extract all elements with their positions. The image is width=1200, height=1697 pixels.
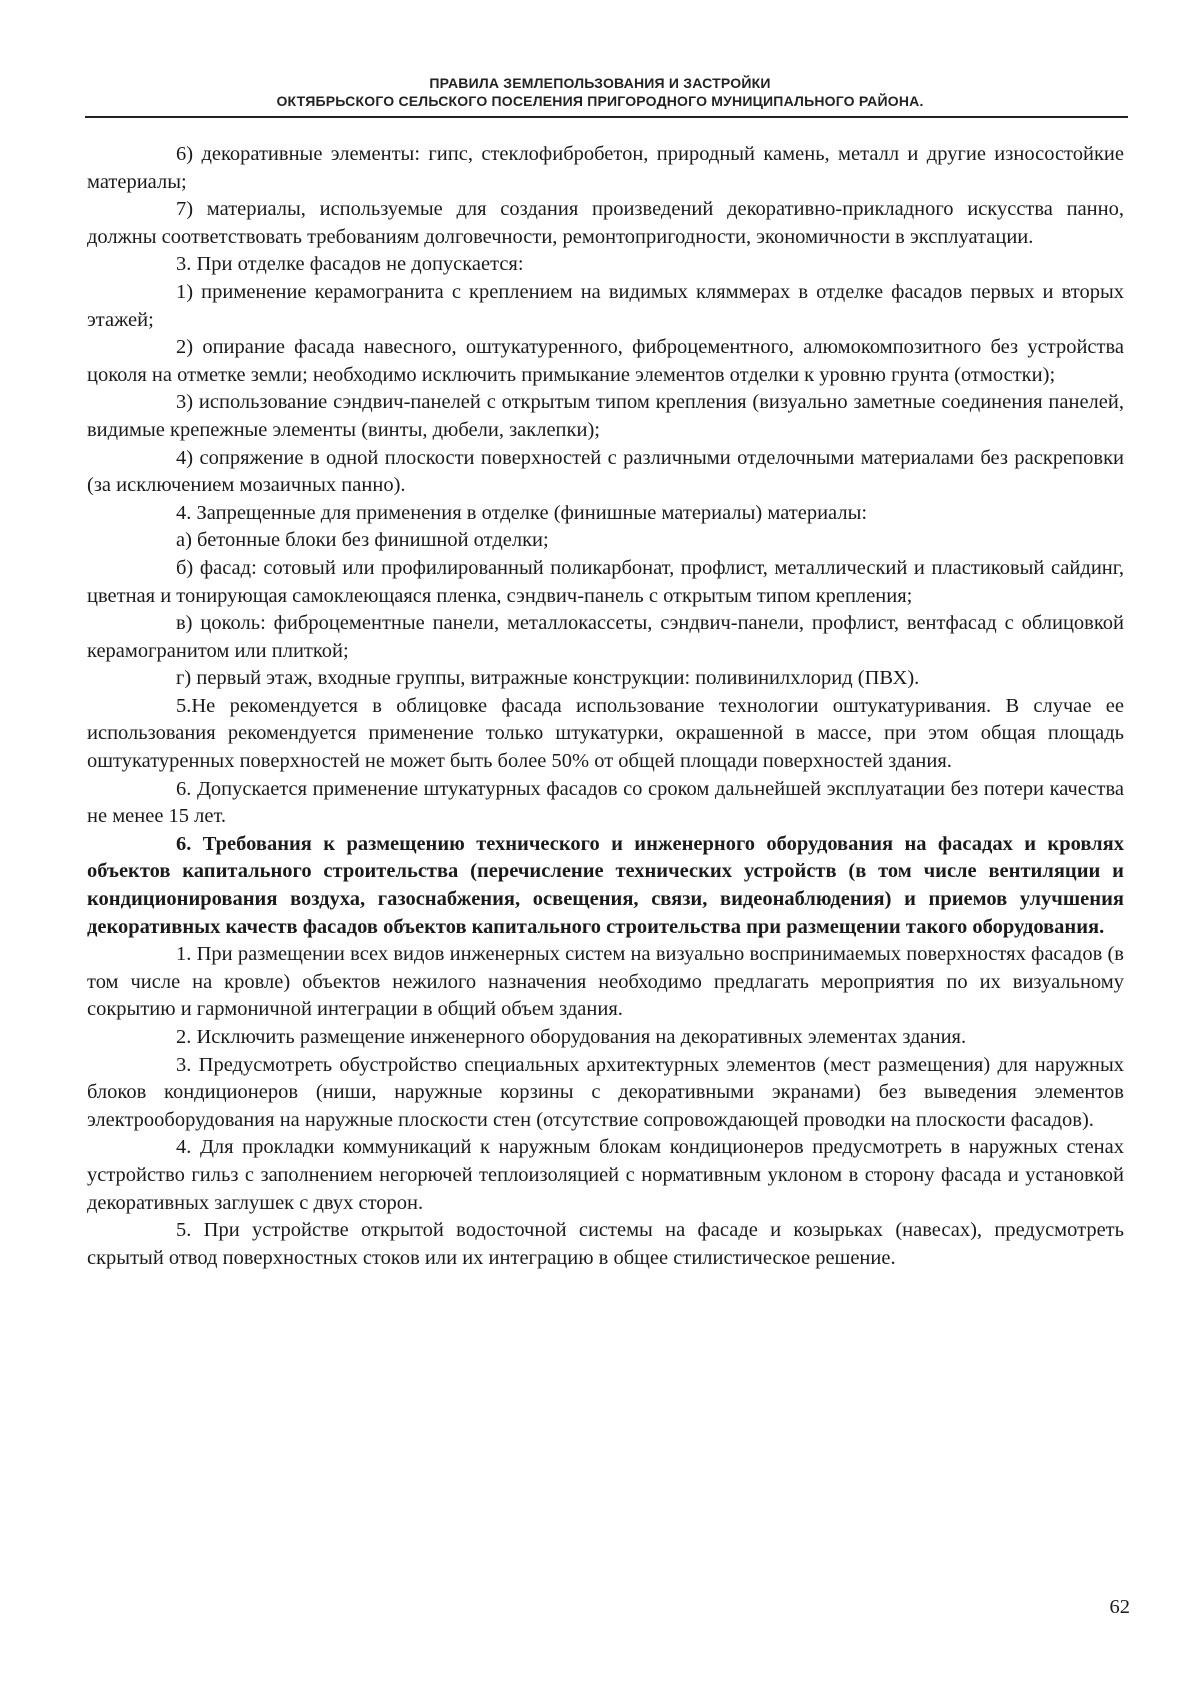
paragraph: а) бетонные блоки без финишной отделки; — [176, 529, 549, 552]
paragraph: 2. Исключить размещение инженерного оборудования на декоративных элементах здания. — [176, 1026, 967, 1048]
paragraph: 3) использование сэндвич-панелей с открытым типом крепления (визуально заметные соединения панелей, видимые крепежные элементы (винты, дюбели, заклепки); — [87, 391, 1124, 441]
header-divider — [85, 116, 1128, 118]
paragraph: 4. Запрещенные для применения в отделке (финишные материалы) материалы: — [176, 501, 868, 524]
paragraph: 6. Допускается применение штукатурных фасадов со сроком дальнейшей эксплуатации без потери качества не менее 15 лет. — [87, 777, 1124, 828]
paragraph: 3. Предусмотреть обустройство специальных архитектурных элементов (мест размещения) для наружных блоков кондиционеров (ниши, наружные корзины с декоративными экранами) без выведения элементов электрооборудования на наружные плоскости стен (отсутствие сопровождающей проводки на плоскости фасадов). — [87, 1053, 1124, 1131]
page-number: 62 — [1109, 1596, 1130, 1618]
paragraph: 1) применение керамогранита с креплением на видимых кляммерах в отделке фасадов первых и вторых этажей; — [87, 280, 1124, 331]
section-heading: 6. Требования к размещению технического и инженерного оборудования на фасадах и кровлях объектов капитального строительства (перечисление технических устройств (в том числе вентиляции и кондиционирования воздуха, газоснабжения, освещения, связи, видеонаблюдения) и приемов улучшения декоративных качеств фасадов объектов капитального строительства при размещении такого оборудования. — [87, 832, 1124, 938]
paragraph: 4) сопряжение в одной плоскости поверхностей с различными отделочными материалами без раскреповки (за исключением мозаичных панно). — [87, 446, 1124, 497]
header-line-2: ОКТЯБРЬСКОГО СЕЛЬСКОГО ПОСЕЛЕНИЯ ПРИГОРОДНОГО МУНИЦИПАЛЬНОГО РАЙОНА. — [276, 93, 924, 109]
paragraph: б) фасад: сотовый или профилированный поликарбонат, профлист, металлический и пластиковый сайдинг, цветная и тонирующая самоклеющаяся пленка, сэндвич-панель с открытым типом крепления; — [87, 556, 1124, 607]
paragraph: 6) декоративные элементы: гипс, стеклофибробетон, природный камень, металл и другие износостойкие материалы; — [87, 143, 1124, 193]
running-header — [85, 74, 1115, 110]
paragraph: 3. При отделке фасадов не допускается: — [176, 253, 524, 276]
paragraph: г) первый этаж, входные группы, витражные конструкции: поливинилхлорид (ПВХ). — [176, 667, 920, 690]
document-body — [87, 141, 1124, 1272]
paragraph: 4. Для прокладки коммуникаций к наружным блокам кондиционеров предусмотреть в наружных стенах устройство гильз с заполнением негорючей теплоизоляцией с нормативным уклоном в сторону фасада и установкой декоративных заглушек с двух сторон. — [87, 1136, 1124, 1214]
paragraph: 5.Не рекомендуется в облицовке фасада использование технологии оштукатуривания. В случае ее использования рекомендуется применение только штукатурки, окрашенной в массе, при этом общая площадь оштукатуренных поверхностей не может быть более 50% от общей площади поверхностей здания. — [87, 694, 1124, 773]
paragraph: 7) материалы, используемые для создания произведений декоративно-прикладного искусства панно, должны соответствовать требованиям долговечности, ремонтопригодности, экономичности в эксплуатации. — [87, 198, 1124, 248]
paragraph: в) цоколь: фиброцементные панели, металлокассеты, сэндвич-панели, профлист, вентфасад с облицовкой керамогранитом или плиткой; — [87, 612, 1124, 662]
header-line-1: ПРАВИЛА ЗЕМЛЕПОЛЬЗОВАНИЯ И ЗАСТРОЙКИ — [429, 75, 771, 91]
paragraph: 1. При размещении всех видов инженерных систем на визуально воспринимаемых поверхностях фасадов (в том числе на кровле) объектов нежилого назначения необходимо предлагать мероприятия по их визуальному сокрытию и гармоничной интеграции в общий объем здания. — [87, 943, 1124, 1021]
paragraph: 2) опирание фасада навесного, оштукатуренного, фиброцементного, алюмокомпозитного без устройства цоколя на отметке земли; необходимо исключить примыкание элементов отделки к уровню грунта (отмостки); — [87, 336, 1124, 386]
paragraph: 5. При устройстве открытой водосточной системы на фасаде и козырьках (навесах), предусмотреть скрытый отвод поверхностных стоков или их интеграцию в общее стилистическое решение. — [87, 1219, 1124, 1269]
